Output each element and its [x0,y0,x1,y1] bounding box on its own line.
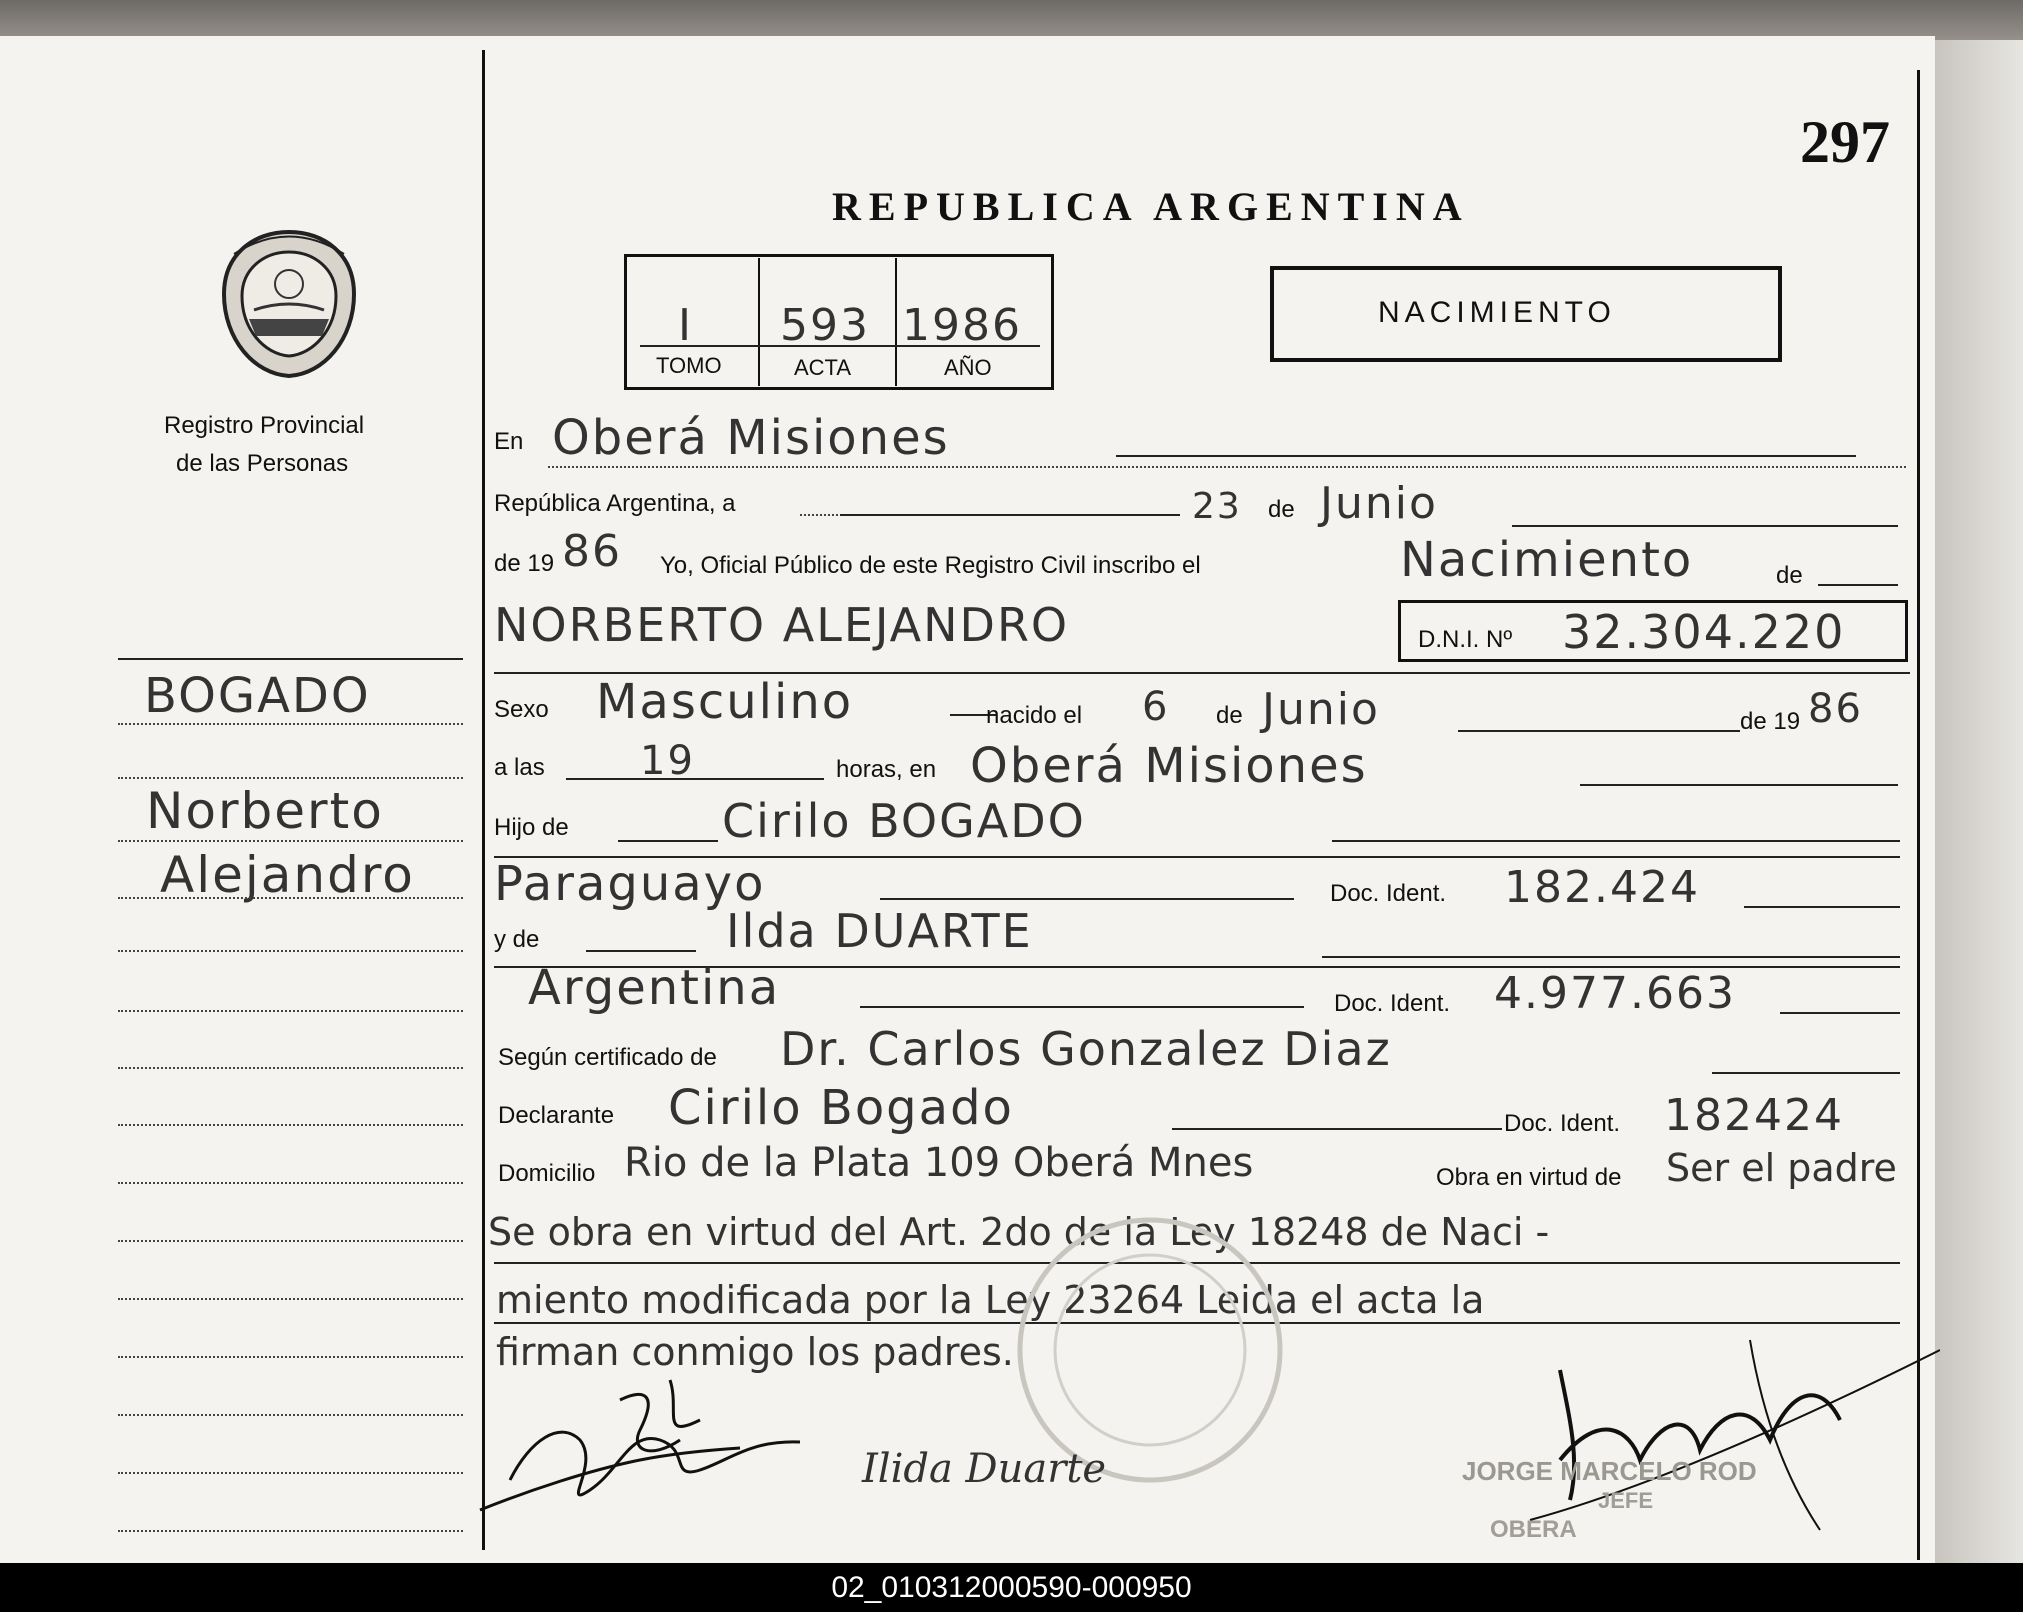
margin-divider [482,50,485,1550]
mother-value: Ilda DUARTE [726,904,1033,958]
nacido-label: nacido el [986,702,1083,729]
doc-label-father: Doc. Ident. [1330,880,1447,907]
margin-line [118,777,463,779]
margin-line [118,950,463,952]
margin-line [118,1530,463,1532]
note-line-2: miento modificada por la Ley 23264 Leida el acta la [496,1278,1485,1322]
form-rule [1818,584,1898,586]
form-rule [566,778,824,780]
official-stamp-line-3: OBERA [1490,1516,1577,1543]
acta-value: 593 [780,300,870,351]
father-signature [470,1370,870,1530]
en-label: En [494,428,524,455]
box-divider [895,258,897,386]
hijo-label: Hijo de [494,814,569,841]
yo-text: Yo, Oficial Público de este Registro Civil inscribo el [660,552,1201,579]
mother-doc-value: 4.977.663 [1494,968,1736,1019]
ano-label: AÑO [944,355,992,380]
official-stamp-line-1: JORGE MARCELO ROD [1462,1456,1757,1486]
doctor-value: Dr. Carlos Gonzalez Diaz [780,1022,1392,1076]
birth-place-value: Oberá Misiones [970,738,1368,794]
form-rule [1458,730,1740,732]
margin-line [118,1067,463,1069]
mother-nationality: Argentina [528,960,781,1016]
file-id: 02_010312000590-000950 [831,1571,1192,1604]
doc-label-mother: Doc. Ident. [1334,990,1451,1017]
father-value: Cirilo BOGADO [722,794,1086,848]
form-rule [1116,455,1856,457]
declarante-label: Declarante [498,1102,615,1129]
form-rule [618,840,718,842]
hour-value: 19 [640,738,695,784]
country-title: REPUBLICA ARGENTINA [832,184,1470,229]
de-label: de [1268,496,1295,523]
margin-line [118,1356,463,1358]
box-divider [758,258,760,386]
official-signature [1520,1320,1940,1540]
yde-label: y de [494,926,540,953]
father-nationality: Paraguayo [494,856,766,912]
form-rule [840,514,1180,516]
margin-line [118,1472,463,1474]
margin-line [118,840,463,842]
sex-value: Masculino [596,674,854,730]
form-dots [548,466,1906,468]
margin-rule [118,658,463,660]
day-value: 23 [1192,486,1242,527]
birth-day-value: 6 [1142,684,1170,730]
father-doc-value: 182.424 [1504,862,1700,913]
form-rule [1172,1128,1502,1130]
dni-value: 32.304.220 [1562,605,1846,659]
form-rule [860,1006,1304,1008]
acta-label: ACTA [794,355,852,380]
mother-signature: Ilida Duarte [862,1446,1107,1492]
obra-value: Ser el padre [1666,1146,1897,1190]
month-value: Junio [1320,478,1438,529]
form-rule [1780,1012,1900,1014]
event-value: Nacimiento [1400,532,1694,588]
domicilio-label: Domicilio [498,1160,596,1187]
tomo-label: TOMO [656,353,722,378]
margin-line [118,1182,463,1184]
republica-label: República Argentina, a [494,490,736,517]
margin-line [118,1414,463,1416]
margin-surname: BOGADO [144,668,371,724]
act-type: NACIMIENTO [1378,296,1616,329]
scan-footer [0,1563,2023,1612]
page-edge [1935,40,2023,1563]
tomo-value: I [678,300,693,351]
alas-label: a las [494,754,545,781]
provincial-seal [214,224,364,384]
declarant-value: Cirilo Bogado [668,1080,1014,1136]
form-rule [1332,840,1900,842]
sexo-label: Sexo [494,696,549,723]
dni-label: D.N.I. Nº [1418,626,1513,653]
page-number: 297 [1800,109,1890,175]
form-rule [586,950,696,952]
margin-line [118,723,463,725]
form-rule [1712,1072,1900,1074]
margin-line [118,1124,463,1126]
margin-line [118,1240,463,1242]
de19-label: de 19 [494,550,555,577]
registry-line2: de las Personas [176,450,349,477]
registry-line1: Registro Provincial [164,412,365,439]
de2-label: de [1776,562,1803,589]
declarant-doc-value: 182424 [1664,1090,1844,1141]
margin-line [118,1298,463,1300]
child-name: NORBERTO ALEJANDRO [494,598,1070,652]
form-rule [1744,906,1900,908]
form-rule [1512,525,1898,527]
margin-given-2: Alejandro [160,846,415,904]
note-line-3: firman conmigo los padres. [496,1330,1014,1374]
note-line-1: Se obra en virtud del Art. 2do de la Ley 18248 de Naci - [488,1210,1550,1254]
birth-year-value: 86 [1808,686,1863,732]
official-stamp-line-2: JEFE [1598,1488,1654,1513]
place-value: Oberá Misiones [552,410,950,466]
doc-label-declarant: Doc. Ident. [1504,1110,1621,1137]
birth-month-value: Junio [1262,684,1380,735]
segun-label: Según certificado de [498,1044,717,1071]
margin-given-1: Norberto [146,782,384,840]
address-value: Rio de la Plata 109 Oberá Mnes [624,1140,1254,1186]
form-rule [1322,956,1900,958]
obra-label: Obra en virtud de [1436,1164,1622,1191]
horas-label: horas, en [836,756,937,783]
year-value: 86 [562,526,622,577]
margin-line [118,897,463,899]
form-rule [880,898,1294,900]
de3-label: de [1216,702,1243,729]
de19b-label: de 19 [1740,708,1801,735]
margin-line [118,1010,463,1012]
ano-value: 1986 [902,300,1022,351]
form-rule [1580,784,1898,786]
